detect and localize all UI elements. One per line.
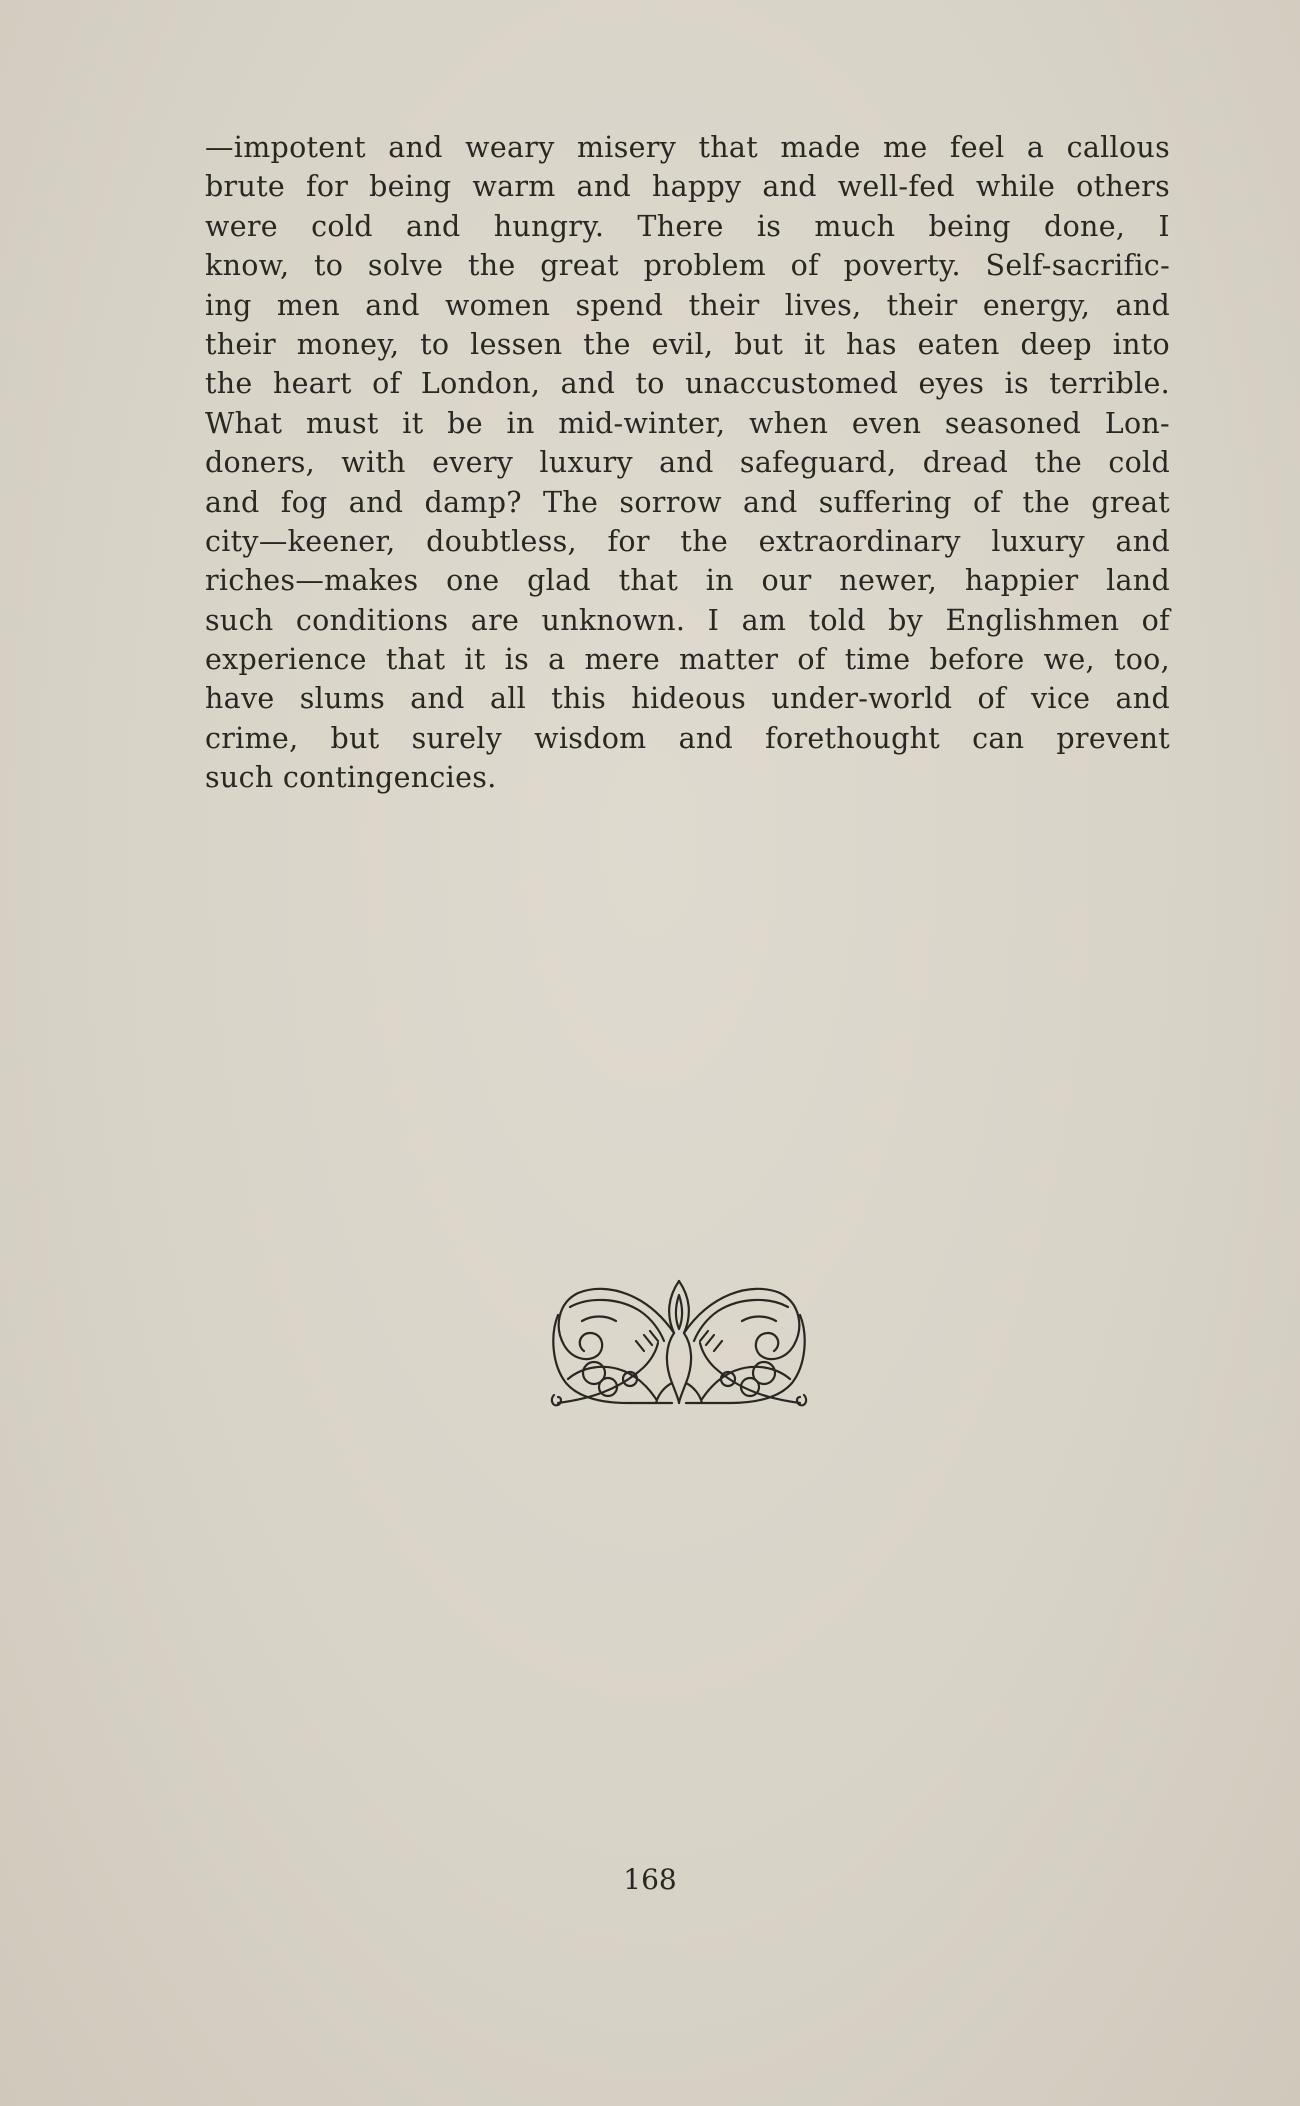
text-line: such conditions are unknown. I am told by Englishmen of: [205, 603, 1170, 637]
text-line: —impotent and weary misery that made me feel a callous: [205, 131, 1170, 164]
text-line: have slums and all this hideous under-world of vice and: [205, 682, 1170, 716]
text-line: and fog and damp? The sorrow and suffering of the great: [205, 485, 1170, 519]
text-line: the heart of London, and to unaccustomed eyes is terrible.: [205, 367, 1170, 401]
text-line: crime, but surely wisdom and forethought can prevent: [205, 721, 1170, 755]
text-line: know, to solve the great problem of poverty. Self-sacrific-: [205, 249, 1170, 283]
text-line: such contingencies.: [205, 761, 497, 795]
text-line: were cold and hungry. There is much being done, I: [205, 209, 1170, 243]
text-line: brute for being warm and happy and well-fed while others: [205, 170, 1170, 204]
text-line: What must it be in mid-winter, when even seasoned Lon-: [205, 406, 1170, 440]
text-line: their money, to lessen the evil, but it has eaten deep into: [205, 327, 1170, 361]
text-line: ing men and women spend their lives, their energy, and: [205, 288, 1170, 322]
text-line: doners, with every luxury and safeguard, dread the cold: [205, 446, 1170, 480]
page-number: 168: [623, 1863, 677, 1896]
text-line: city—keener, doubtless, for the extraordinary luxury and: [205, 524, 1170, 558]
text-line: experience that it is a mere matter of time before we, too,: [205, 643, 1170, 677]
floral-scroll-ornament-icon: [548, 1275, 810, 1410]
text-line: riches—makes one glad that in our newer, happier land: [205, 564, 1170, 598]
body-text: [205, 128, 1170, 798]
